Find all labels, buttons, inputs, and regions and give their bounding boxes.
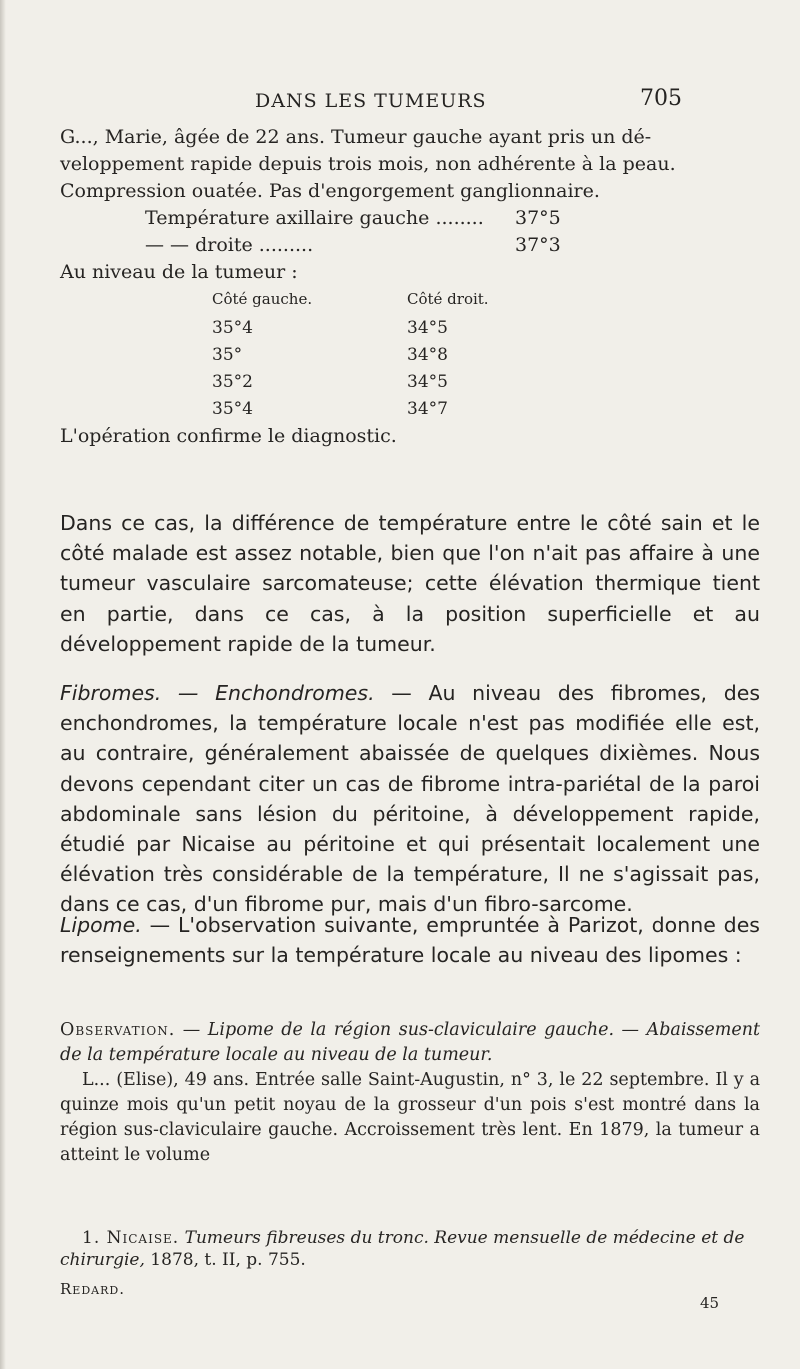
temperature-table xyxy=(212,286,489,423)
fibromes-heading: Fibromes. — Enchondromes. xyxy=(60,681,375,705)
table-header-row xyxy=(212,286,489,315)
running-title: DANS LES TUMEURS xyxy=(255,90,487,112)
paragraph-temperature-difference: Dans ce cas, la différence de température entre le côté sain et le côté malade est assez notable, bien que l'on n'ait pas affaire à une tumeur vasculaire sarcomateuse; cette élévation thermique tient en partie, dans ce cas, à la position superficielle et au développement rapide de la tumeur. xyxy=(60,511,760,656)
observation-2 xyxy=(60,1018,760,1168)
col-left-header: Côté gauche. xyxy=(212,290,313,308)
obs2-heading xyxy=(60,1018,760,1068)
table-row xyxy=(212,342,489,369)
obs2-title: — Lipome de la région sus-claviculaire gauche. — Abaissement de la température locale au niveau de la tumeur. xyxy=(60,1020,760,1065)
table-cell-left: 35°2 xyxy=(212,372,253,392)
lipome-body: — L'observation suivante, empruntée à Parizot, donne des renseignements sur la température locale au niveau des lipomes : xyxy=(60,913,760,968)
temp-left-row xyxy=(60,205,760,232)
table-cell-right: 34°5 xyxy=(407,318,448,338)
obs1-line-3: Compression ouatée. Pas d'engorgement ganglionnaire. xyxy=(60,180,600,202)
table-cell-right: 34°5 xyxy=(407,372,448,392)
footnote xyxy=(60,1227,760,1271)
temp-left-value: 37°5 xyxy=(515,207,561,229)
observation-1 xyxy=(60,124,760,450)
footnote-reference: Tumeurs fibreuses du tronc. Revue mensuelle de médecine et de chirurgie, xyxy=(60,1228,745,1270)
table-cell-left: 35° xyxy=(212,345,243,365)
paragraph-fibromes xyxy=(60,678,760,920)
table-row xyxy=(212,396,489,423)
paragraph-lipome xyxy=(60,910,760,970)
table-row xyxy=(212,369,489,396)
page-spine-shadow xyxy=(0,0,6,1369)
page-number: 705 xyxy=(640,86,682,111)
table-cell-left: 35°4 xyxy=(212,318,253,338)
obs1-conclusion: L'opération confirme le diagnostic. xyxy=(60,425,397,447)
table-row xyxy=(212,315,489,342)
obs1-line-1: G..., Marie, âgée de 22 ans. Tumeur gauche ayant pris un dé- xyxy=(60,126,652,148)
printer-signature-author: Redard. xyxy=(60,1280,125,1298)
table-cell-right: 34°8 xyxy=(407,345,448,365)
temp-left-label: Température axillaire gauche ........ xyxy=(145,207,484,229)
running-header xyxy=(0,86,800,116)
col-right-header: Côté droit. xyxy=(407,290,489,308)
footnote-text xyxy=(60,1227,760,1271)
lipome-heading: Lipome. xyxy=(60,913,142,937)
footnote-details: 1878, t. II, p. 755. xyxy=(144,1250,306,1270)
temp-right-value: 37°3 xyxy=(515,234,561,256)
footnote-author: 1. Nicaise. xyxy=(82,1228,180,1248)
level-intro: Au niveau de la tumeur : xyxy=(60,261,298,283)
fibromes-body: — Au niveau des fibromes, des enchondromes, la température locale n'est pas modifiée elle est, au contraire, généralement abaissée de quelques dixièmes. Nous devons cependant citer un cas de fibrome intra-pariétal de la paroi abdominale sans lésion du péritoine, à développement rapide, étudié par Nicaise au péritoine et qui présentait localement une élévation très considérable de la température, Il ne s'agissait pas, dans ce cas, d'un fibrome pur, mais d'un fibro-sarcome. xyxy=(60,681,760,917)
temp-right-label: — — droite ......... xyxy=(145,234,314,256)
obs1-line-2: veloppement rapide depuis trois mois, non adhérente à la peau. xyxy=(60,153,676,175)
obs2-body: L... (Elise), 49 ans. Entrée salle Saint-Augustin, n° 3, le 22 septembre. Il y a quinze mois qu'un petit noyau de la grosseur d'un pois s'est montré dans la région sus-claviculaire gauche. Accroissement très lent. En 1879, la tumeur a atteint le volume xyxy=(60,1070,760,1165)
table-cell-right: 34°7 xyxy=(407,399,448,419)
table-cell-left: 35°4 xyxy=(212,399,253,419)
printer-signature-sheet: 45 xyxy=(700,1294,720,1312)
obs2-label: Observation. xyxy=(60,1020,176,1040)
temp-right-row xyxy=(60,232,760,259)
